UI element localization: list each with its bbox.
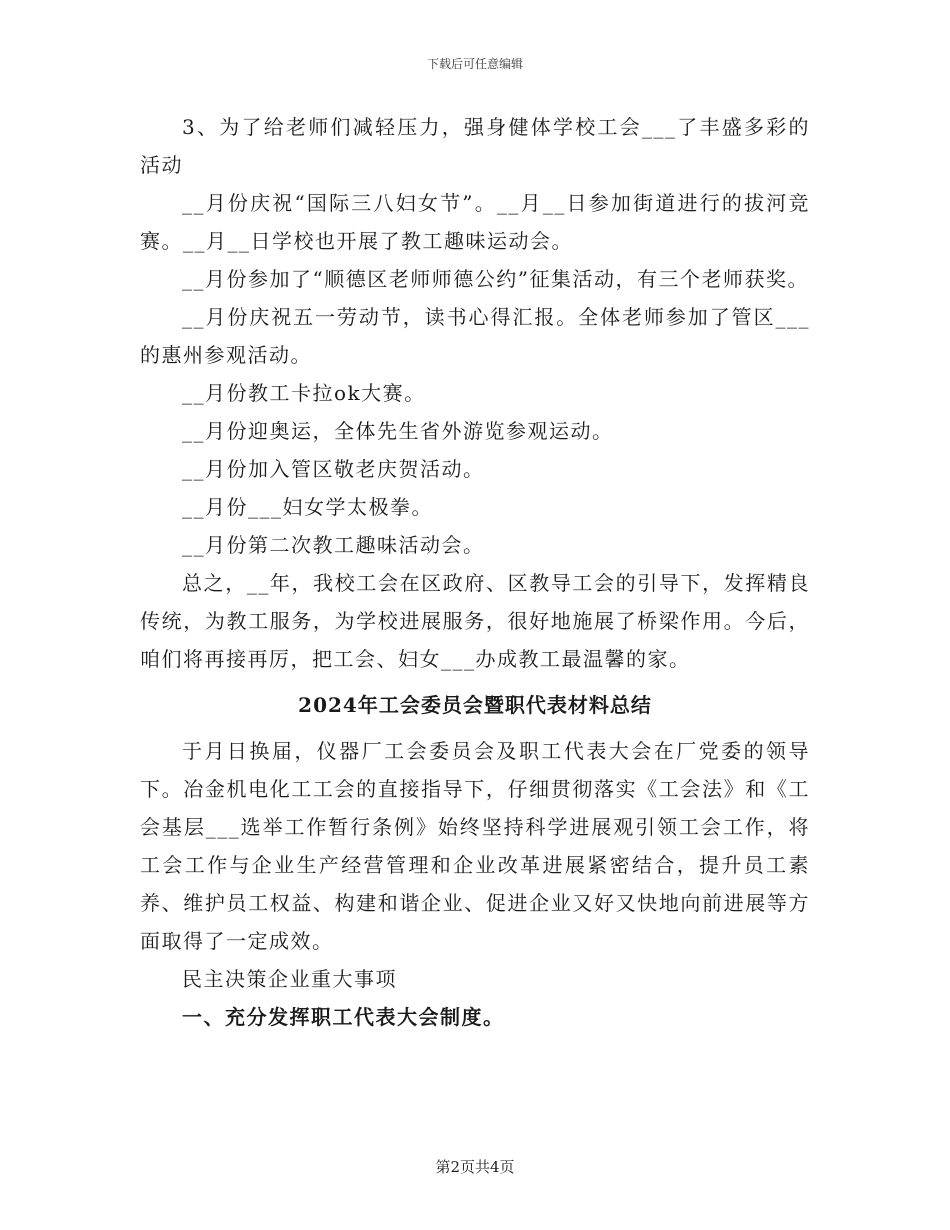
paragraph: __月份参加了“顺德区老师师德公约”征集活动，有三个老师获奖。 xyxy=(182,267,809,291)
paragraph: __月份迎奥运，全体先生省外游览参观运动。 xyxy=(182,419,614,443)
paragraph: __月份加入管区敬老庆贺活动。 xyxy=(182,457,485,481)
page-header: 下载后可任意编辑 xyxy=(426,57,523,71)
paragraph: 3、为了给老师们减轻压力，强身健体学校工会___了丰盛多彩的活动 xyxy=(140,115,810,177)
paragraph: __月份教工卡拉ok大赛。 xyxy=(182,381,426,405)
paragraph: __月份庆祝五一劳动节，读书心得汇报。全体老师参加了管区___的惠州参观活动。 xyxy=(140,305,810,367)
paragraph: 民主决策企业重大事项 xyxy=(182,967,397,991)
paragraph: __月份庆祝“国际三八妇女节”。__月__日参加街道进行的拔河竞赛。__月__日学校也开展了教工趣味运动会。 xyxy=(140,191,810,253)
paragraph: __月份___妇女学太极拳。 xyxy=(182,495,433,519)
paragraph: 总之，__年，我校工会在区政府、区教导工会的引导下，发挥精良传统，为教工服务，为学校进展服务，很好地施展了桥梁作用。今后，咱们将再接再厉，把工会、妇女___办成教工最温馨的家。 xyxy=(140,571,810,671)
document-body xyxy=(140,108,810,1036)
paragraph: __月份第二次教工趣味活动会。 xyxy=(182,533,485,557)
section-title: 2024年工会委员会暨职代表材料总结 xyxy=(298,693,652,717)
page-number: 第2页共4页 xyxy=(435,1158,515,1176)
section-heading: 一、充分发挥职工代表大会制度。 xyxy=(182,1005,505,1029)
paragraph: 于月日换届，仪器厂工会委员会及职工代表大会在厂党委的领导下。冶金机电化工工会的直接指导下，仔细贯彻落实《工会法》和《工会基层___选举工作暂行条例》始终坚持科学进展观引领工会工作，将工会工作与企业生产经营管理和企业改革进展紧密结合，提升员工素养、维护员工权益、构建和谐企业、促进企业又好又快地向前进展等方面取得了一定成效。 xyxy=(140,739,810,953)
